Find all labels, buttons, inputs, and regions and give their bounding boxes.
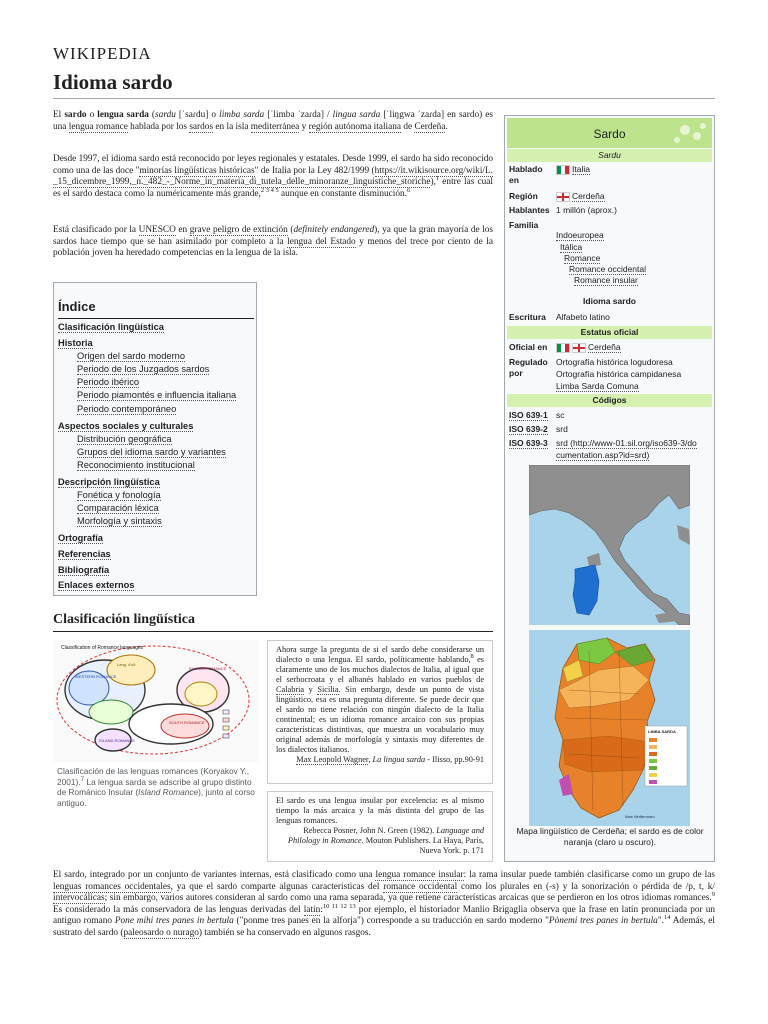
value-iso3-cont[interactable]: cumentation.asp?id=srd) [556, 450, 650, 460]
intro-paragraph-2: Desde 1997, el idioma sardo está reconocido por leyes regionales y estatales. Desde 1999, el sardo ha sido reconocido como una de las doce "minorías lingüísticas históricas" de Italia por la Ley 482/1999 (https://it.wikisource.org/wiki/L._15_dicembre_1999,_n._482_-_Norme_in_materia_di_tutela_delle_minoranze_linguistiche_storiche),$^1$ entre las cuales el sardo destaca como la numéricamente más grande,$^{2 3 4 5}$ aunque en constante disminución.$^6$ [53, 154, 493, 199]
classification-paragraph: El sardo, integrado por un conjunto de variantes internas, está clasificado como una lengua romance insular: la rama insular puede también clasificarse como un grupo de las lenguas romances occidentales, ya que el sardo comparte algunas características del romance occidental como los plurales en (-s) y la sonorización o pérdida de /p, t, k/ intervocálicas; sin embargo, varios autores consideran al sardo como una rama separada, ya que retiene características arcaicas que se perdieron en los otros idiomas romances.$^9$ Es considerado la más conservadora de las lenguas derivadas del latín:$^{10 11 12 13}$ por ejemplo, el historiador Manlio Brigaglia observa que la frase en latín pronunciada por un antiguo romano Pone mihi tres panes in bertula ("ponme tres panes en la alforja") corresponde a su traducción en sardo moderno "Pònemi tres panes in bertula".$^{14}$ Además, el sustrato del sardo (paleosardo o nurago) también se ha conservado en algunos rasgos. [53, 870, 715, 938]
toc-item[interactable]: Morfología y sintaxis [77, 516, 162, 526]
link-latin[interactable]: latín [303, 904, 321, 915]
toc-item[interactable]: Comparación léxica [77, 503, 159, 513]
ref-1[interactable]: 1 [435, 175, 440, 183]
ref-9[interactable]: 9 [711, 891, 715, 899]
label-escritura: Escritura [509, 312, 546, 322]
infobox-header [507, 118, 712, 148]
value-oficial[interactable]: Cerdeña [556, 342, 621, 353]
familia-item[interactable]: Itálica [560, 242, 583, 252]
familia-item[interactable]: Indoeuropea [556, 230, 604, 240]
label-region: Región [509, 191, 538, 201]
toc-item[interactable]: Ortografía [58, 533, 103, 543]
label-hablado: Hablado en [509, 164, 543, 185]
ref-8[interactable]: 8 [470, 653, 474, 661]
link-wagner[interactable]: Max Leopold Wagner [296, 755, 369, 764]
map-legend-title: LIMBA SARDA [648, 729, 676, 734]
link-calabria[interactable]: Calabria [276, 685, 305, 694]
link-mediterranea[interactable]: mediterránea [250, 121, 300, 132]
map-caption: Mapa lingüístico de Cerdeña; el sardo es de color naranja (claro u oscuro). [516, 826, 704, 847]
familia-item[interactable]: Romance insular [574, 275, 638, 285]
italy-map-svg [529, 465, 690, 625]
link-lengua-estado[interactable]: lengua del Estado [287, 236, 356, 247]
diagram-label: WESTERN ROMANCE [75, 674, 117, 679]
toc-item[interactable]: Origen del sardo moderno [77, 351, 186, 361]
section-divider [53, 631, 493, 632]
diagram-caption: Clasificación de las lenguas romances (Koryakov Y., 2001).$^7$ La lengua sarda se adscribe al grupo distinto de Románico Insular (Island Romance), junto al corso antiguo. [57, 766, 255, 809]
section-heading: Clasificación lingüística [53, 612, 195, 627]
value-iso3[interactable]: srd (http://www-01.sil.org/iso639-3/do [556, 438, 697, 448]
toc-item[interactable]: Periodo piamontés e influencia italiana [77, 390, 237, 400]
link-unesco[interactable]: UNESCO [138, 225, 176, 235]
toc-item[interactable]: Reconocimiento institucional [77, 460, 195, 470]
toc-item[interactable]: Clasificación lingüística [58, 322, 164, 332]
link-peligro-extincion[interactable]: grave peligro de extinción [189, 225, 288, 235]
sardinia-flag-icon [556, 192, 570, 202]
diagram-label: SOUTH ROMANCE [169, 720, 205, 725]
page-title: Idioma sardo [53, 70, 173, 94]
sardinia-map-svg [529, 630, 690, 826]
italy-flag-icon [556, 343, 570, 353]
value-regulado: Ortografía histórica campidanesa [556, 369, 682, 379]
label-iso2[interactable]: ISO 639-2 [509, 424, 548, 434]
sardinia-flag-icon [572, 343, 586, 353]
quote-wagner-text: Ahora surge la pregunta de si el sardo debe considerarse un dialecto o una lengua. El sardo, políticamente hablando,$^8$ es claramente uno de los muchos dialectos de Italia, al igual que el serbocroata y el albanés hablado en varios pueblos de Calabria y Sicilia. Sin embargo, desde un punto de vista lingüístico, esa es una pregunta diferente. Se puede decir que el sardo no tiene relación con ningún dialecto de la Italia continental; es un idioma romance arcaico con sus propias características distintivas, que muestra un vocabulario muy original además de morfología y sintaxis muy diferentes de los dialectos italianos. [276, 645, 485, 754]
value-hablado[interactable]: Italia [556, 164, 590, 175]
estatus-bar: Estatus oficial [507, 326, 712, 339]
intro-paragraph-3: Está clasificado por la UNESCO en grave peligro de extinción (definitely endangered), ya que la gran mayoría de los sardos hace tiempo que se han asimilado por completo a la lengua del Estado y menos del trece por ciento de la población joven ha heredado competencias en la lengua de la isla. [53, 225, 494, 259]
quote-wagner [267, 640, 493, 784]
familia-item[interactable]: Romance [564, 253, 601, 263]
label-hablantes: Hablantes [509, 205, 550, 215]
diagram-svg [53, 640, 259, 762]
toc-divider [58, 318, 254, 319]
label-idioma: Idioma sardo [583, 296, 636, 306]
quote-posner-source: Rebecca Posner, John N. Green (1982). Language and Philology in Romance. Mouton Publishers. La Haya, París, Nueva York. p. 171 [287, 826, 484, 855]
link-lengua-romance[interactable]: lengua romance [68, 121, 128, 132]
value-hablantes: 1 millón (aprox.) [556, 205, 617, 215]
link-romance-occidental[interactable]: romance occidental [383, 881, 458, 892]
quote-posner-text: El sardo es una lengua insular por excelencia: es al mismo tiempo la más arcaica y la más distinta del grupo de las lenguas romances. [276, 796, 484, 825]
diagram-label: BALKAN ROMANCE [189, 666, 227, 671]
link-intervocalicas[interactable]: intervocálicas [53, 893, 105, 904]
familia-item[interactable]: Romance occidental [569, 264, 647, 274]
diagram-label: Lang. d'oïl [117, 662, 136, 667]
wikipedia-logo[interactable]: WIKIPEDIA [53, 44, 152, 63]
label-regulado: Regulado por [509, 357, 548, 378]
link-sardos[interactable]: sardos [189, 121, 214, 132]
toc-item[interactable]: Descripción lingüística [58, 477, 160, 487]
value-region[interactable]: Cerdeña [556, 191, 605, 202]
value-iso1: sc [556, 410, 565, 420]
toc-item[interactable]: Enlaces externos [58, 580, 135, 590]
ref-14[interactable]: 14 [663, 914, 671, 922]
map-sea-label: Mare Mediterraneu [625, 815, 655, 819]
italy-flag-icon [556, 165, 570, 175]
toc-item[interactable]: Periodo de los Juzgados sardos [77, 364, 210, 374]
link-romances-occidentales[interactable]: lenguas romances occidentales [53, 881, 171, 892]
toc-item[interactable]: Aspectos sociales y culturales [58, 421, 194, 431]
toc-item[interactable]: Bibliografía [58, 565, 110, 575]
toc-item[interactable]: Referencias [58, 549, 111, 559]
italy-locator-map[interactable] [529, 465, 690, 625]
toc-item[interactable]: Fonética y fonología [77, 490, 161, 500]
quote-wagner-source: Max Leopold Wagner, La lingua sarda - Ilisso, pp.90-91 [296, 755, 484, 764]
ref-7[interactable]: 7 [80, 775, 85, 783]
value-iso2: srd [556, 424, 568, 434]
link-cerdena[interactable]: Cerdeña [414, 121, 446, 132]
toc-item[interactable]: Grupos del idioma sardo y variantes [77, 447, 226, 457]
romance-classification-diagram[interactable] [53, 640, 259, 762]
ref-6[interactable]: 6 [407, 186, 411, 194]
link-paleosardo[interactable]: paleosardo o nurago [123, 927, 199, 938]
value-escritura: Alfabeto latino [556, 312, 610, 322]
label-familia: Familia [509, 220, 539, 230]
infobox-title: Sardo [593, 127, 626, 141]
label-oficial: Oficial en [509, 342, 548, 352]
label-iso1[interactable]: ISO 639-1 [509, 410, 548, 420]
infobox-native-name: Sardu [507, 149, 712, 162]
link-sicilia[interactable]: Sicilia [317, 685, 339, 694]
ref-2-5[interactable]: 2 3 4 5 [260, 186, 279, 194]
quote-posner [267, 791, 493, 862]
link-romance-insular[interactable]: lengua romance insular [375, 870, 464, 880]
language-infobox [504, 115, 715, 862]
title-divider [53, 98, 715, 99]
toc-item[interactable]: Periodo ibérico [77, 377, 140, 387]
toc-item[interactable]: Distribución geográfica [77, 434, 172, 444]
link-minorias[interactable]: minorías lingüísticas históricas [139, 165, 255, 176]
codigos-bar: Códigos [507, 394, 712, 407]
sardinia-linguistic-map[interactable] [529, 630, 690, 826]
toc-item[interactable]: Historia [58, 338, 93, 348]
link-wikisource[interactable]: https://it.wikisource.org/wiki/L._15_dicembre_1999,_n._482_-_Norme_in_materia_di_tutela_delle_minoranze_linguistiche_storiche [53, 165, 493, 188]
toc-title: Índice [58, 299, 96, 314]
value-regulado: Ortografía histórica logudoresa [556, 357, 673, 367]
label-iso3[interactable]: ISO 639-3 [509, 438, 548, 448]
ref-10-13[interactable]: 10 11 12 13 [322, 902, 356, 910]
intro-paragraph-1: El sardo o lengua sarda (sardu [ˈsaɾdu] o limba sarda [ˈlimba ˈzaɾda] / lingua sarda [ˈliŋgwa ˈzaɾda] en sardo) es una lengua romance hablada por los sardos en la isla mediterránea y región autónoma italiana de Cerdeña. [53, 110, 494, 132]
link-region-autonoma[interactable]: región autónoma italiana [308, 121, 402, 132]
diagram-label: ISLAND ROMANCE [99, 738, 136, 743]
value-regulado[interactable]: Limba Sarda Comuna [556, 381, 639, 391]
table-of-contents [53, 282, 257, 596]
diagram-label: Classification of Romance languages [61, 645, 144, 651]
toc-item[interactable]: Periodo contemporáneo [77, 404, 177, 414]
